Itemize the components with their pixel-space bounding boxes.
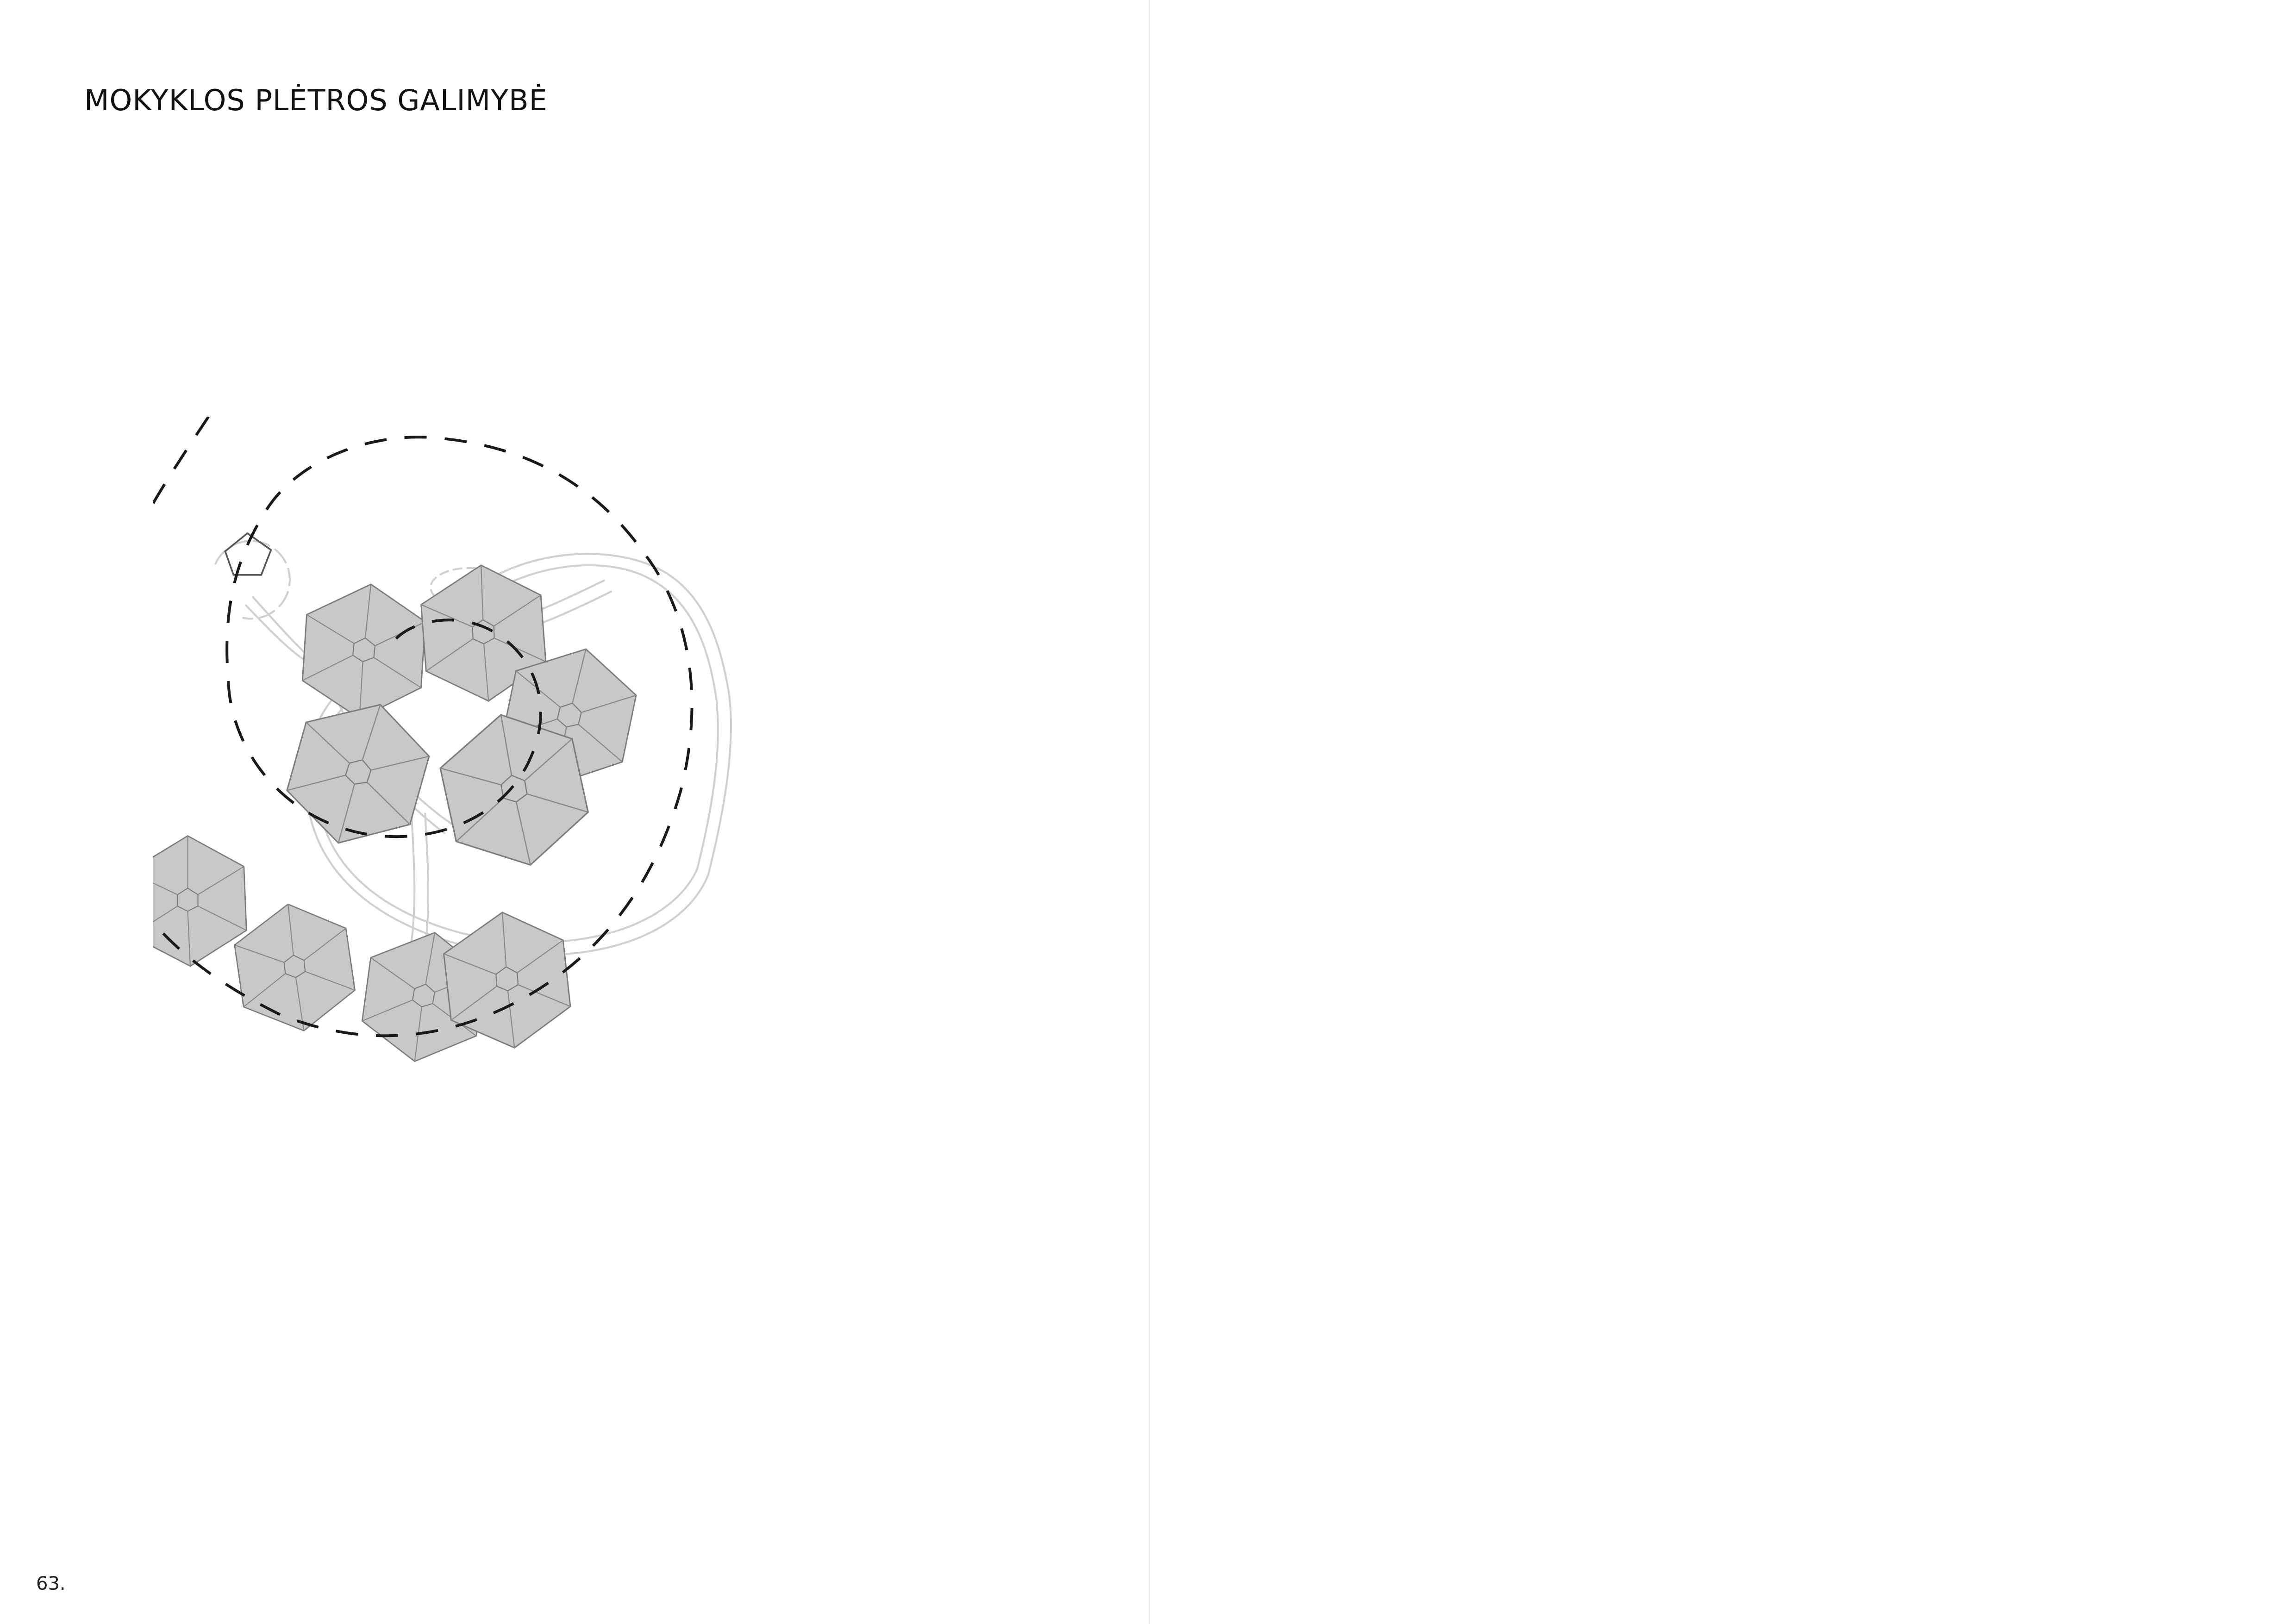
existing-classrooms [274,563,646,877]
proposed-classrooms [153,836,573,1071]
entrance-pavilion [225,533,271,575]
page-number: 63. [36,1573,66,1594]
right-page [1150,0,2281,1624]
page-title: MOKYKLOS PLĖTROS GALIMYBĖ [84,83,548,117]
site-plan-drawing [153,417,1069,1343]
